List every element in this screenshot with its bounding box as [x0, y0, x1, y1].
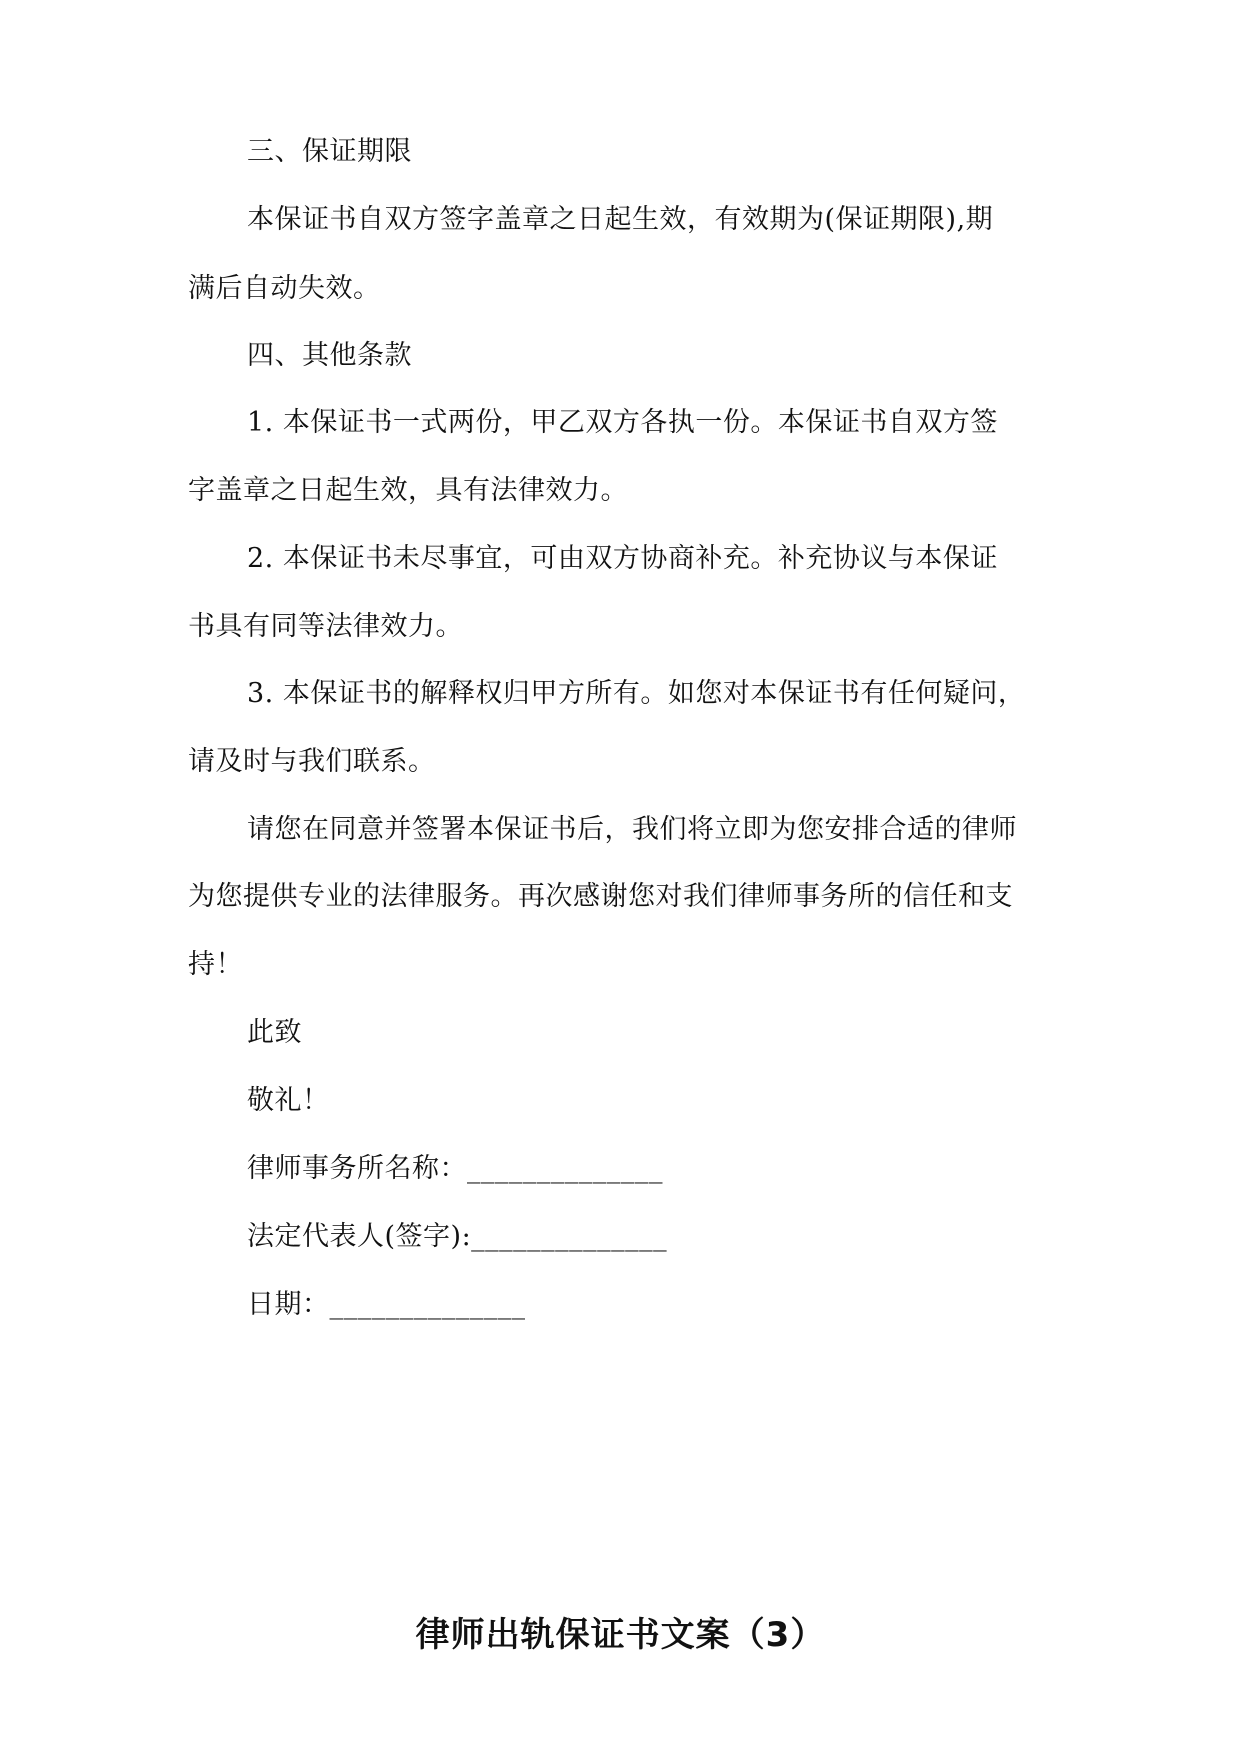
section3-body-line1: 本保证书自双方签字盖章之日起生效，有效期为(保证期限),期 [247, 204, 994, 235]
closing-paragraph-line1: 请您在同意并签署本保证书后，我们将立即为您安排合适的律师 [247, 814, 1017, 845]
signature-legal-representative: 法定代表人(签字):______________ [247, 1221, 668, 1252]
closing-paragraph-line2: 为您提供专业的法律服务。再次感谢您对我们律师事务所的信任和支 [188, 881, 1013, 912]
section4-item3-line2: 请及时与我们联系。 [188, 746, 436, 777]
section3-heading: 三、保证期限 [247, 136, 412, 167]
salutation-cizhi: 此致 [247, 1017, 302, 1048]
section4-item3-line1: 3. 本保证书的解释权归甲方所有。如您对本保证书有任何疑问， [247, 678, 1026, 709]
signature-date: 日期：______________ [247, 1289, 526, 1320]
section4-item2-line2: 书具有同等法律效力。 [188, 611, 463, 642]
section4-item2-line1: 2. 本保证书未尽事宜，可由双方协商补充。补充协议与本保证 [247, 543, 998, 574]
salutation-jingli: 敬礼！ [247, 1085, 330, 1116]
closing-paragraph-line3: 持！ [188, 949, 243, 980]
section4-heading: 四、其他条款 [247, 340, 412, 371]
section3-body-line2: 满后自动失效。 [188, 273, 381, 304]
signature-firm-name: 律师事务所名称：______________ [247, 1153, 663, 1184]
next-document-title: 律师出轨保证书文案（3） [415, 1615, 826, 1655]
section4-item1-line2: 字盖章之日起生效，具有法律效力。 [188, 475, 628, 506]
section4-item1-line1: 1. 本保证书一式两份，甲乙双方各执一份。本保证书自双方签 [247, 407, 998, 438]
